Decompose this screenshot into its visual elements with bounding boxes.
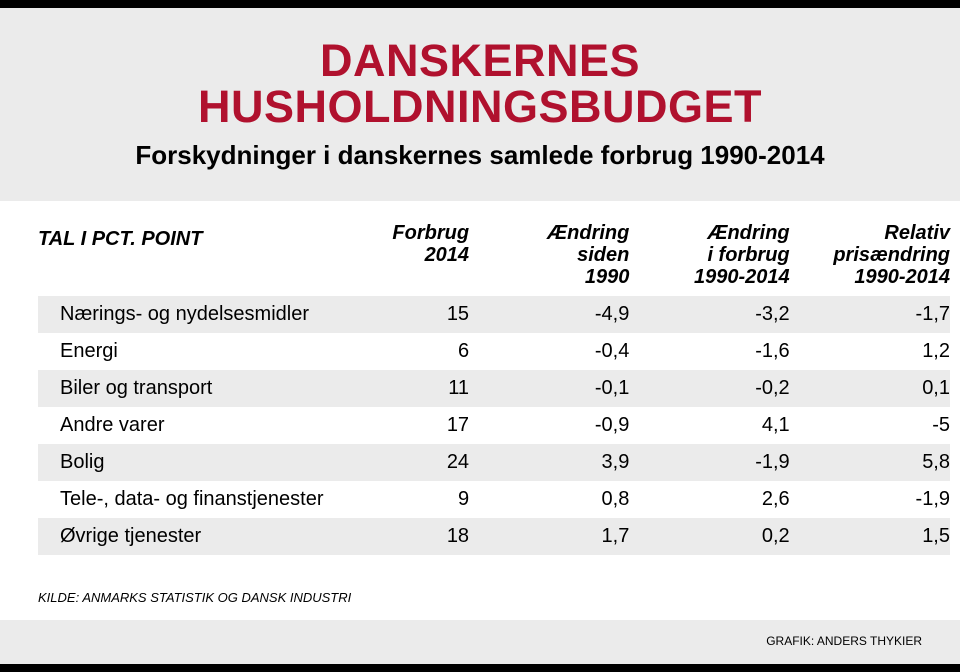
table-cell: 6 — [457, 340, 470, 362]
graphic-credit: GRAFIK: ANDERS THYKIER — [766, 634, 922, 648]
table-cell: 24 — [382, 444, 469, 481]
table-cell: -5 — [932, 414, 950, 436]
title-line-1: DANSKERNES — [319, 35, 641, 86]
table-row — [38, 296, 950, 333]
table-row — [38, 407, 950, 444]
table-cell: 0,1 — [790, 370, 950, 407]
table-cell: 4,1 — [761, 414, 790, 436]
page-subtitle: Forskydninger i danskernes samlede forbrug 1990-2014 — [135, 140, 825, 170]
table-cell: 1,7 — [469, 518, 629, 555]
table-cell: 17 — [446, 414, 470, 436]
table-cell: -0,9 — [594, 414, 630, 436]
table-cell: -3,2 — [629, 296, 789, 333]
footer-band — [0, 620, 960, 664]
table-row — [38, 370, 950, 407]
bottom-border — [0, 664, 960, 672]
table-cell: 18 — [382, 518, 469, 555]
table-cell: 0,8 — [601, 488, 630, 510]
table-cell: -1,9 — [915, 488, 950, 510]
table-cell: -4,9 — [469, 296, 629, 333]
row-label: Andre varer — [60, 414, 165, 436]
table-cell: 9 — [457, 488, 470, 510]
table-cell: -0,4 — [594, 340, 630, 362]
table-cell: -1,7 — [790, 296, 950, 333]
row-label: Nærings- og nydelsesmidler — [38, 296, 382, 333]
column-header: Ændring i forbrug 1990-2014 — [694, 222, 790, 288]
table-cell: 15 — [382, 296, 469, 333]
row-label: Tele-, data- og finanstjenester — [60, 488, 324, 510]
table-cell: -0,2 — [629, 370, 789, 407]
table-cell: 3,9 — [469, 444, 629, 481]
table-header-row — [38, 222, 950, 296]
column-header: Relativ prisændring 1990-2014 — [833, 222, 950, 288]
table-cell: -1,6 — [755, 340, 790, 362]
table-row — [38, 333, 950, 370]
table-cell: 11 — [382, 370, 469, 407]
table-row — [38, 444, 950, 481]
top-border — [0, 0, 960, 8]
header-band — [0, 8, 960, 201]
row-label: Biler og transport — [38, 370, 382, 407]
column-header: Ændring siden 1990 — [547, 222, 630, 288]
column-header: Forbrug 2014 — [392, 222, 470, 266]
table-row — [38, 518, 950, 555]
row-label: Øvrige tjenester — [38, 518, 382, 555]
table-cell: 2,6 — [761, 488, 790, 510]
data-table-container — [38, 222, 950, 555]
table-cell: 5,8 — [790, 444, 950, 481]
table-cell: 1,2 — [922, 340, 950, 362]
corner-label: TAL I PCT. POINT — [38, 228, 203, 250]
data-table — [38, 222, 950, 555]
row-label: Bolig — [38, 444, 382, 481]
page-title — [0, 8, 960, 130]
table-cell: 1,5 — [790, 518, 950, 555]
row-label: Energi — [60, 340, 118, 362]
table-cell: -0,1 — [469, 370, 629, 407]
table-row — [38, 481, 950, 518]
table-cell: -1,9 — [629, 444, 789, 481]
source-note: KILDE: ANMARKS STATISTIK OG DANSK INDUSTRI — [38, 590, 352, 605]
title-line-2: HUSHOLDNINGSBUDGET — [197, 81, 762, 132]
table-body — [38, 296, 950, 555]
table-cell: 0,2 — [629, 518, 789, 555]
